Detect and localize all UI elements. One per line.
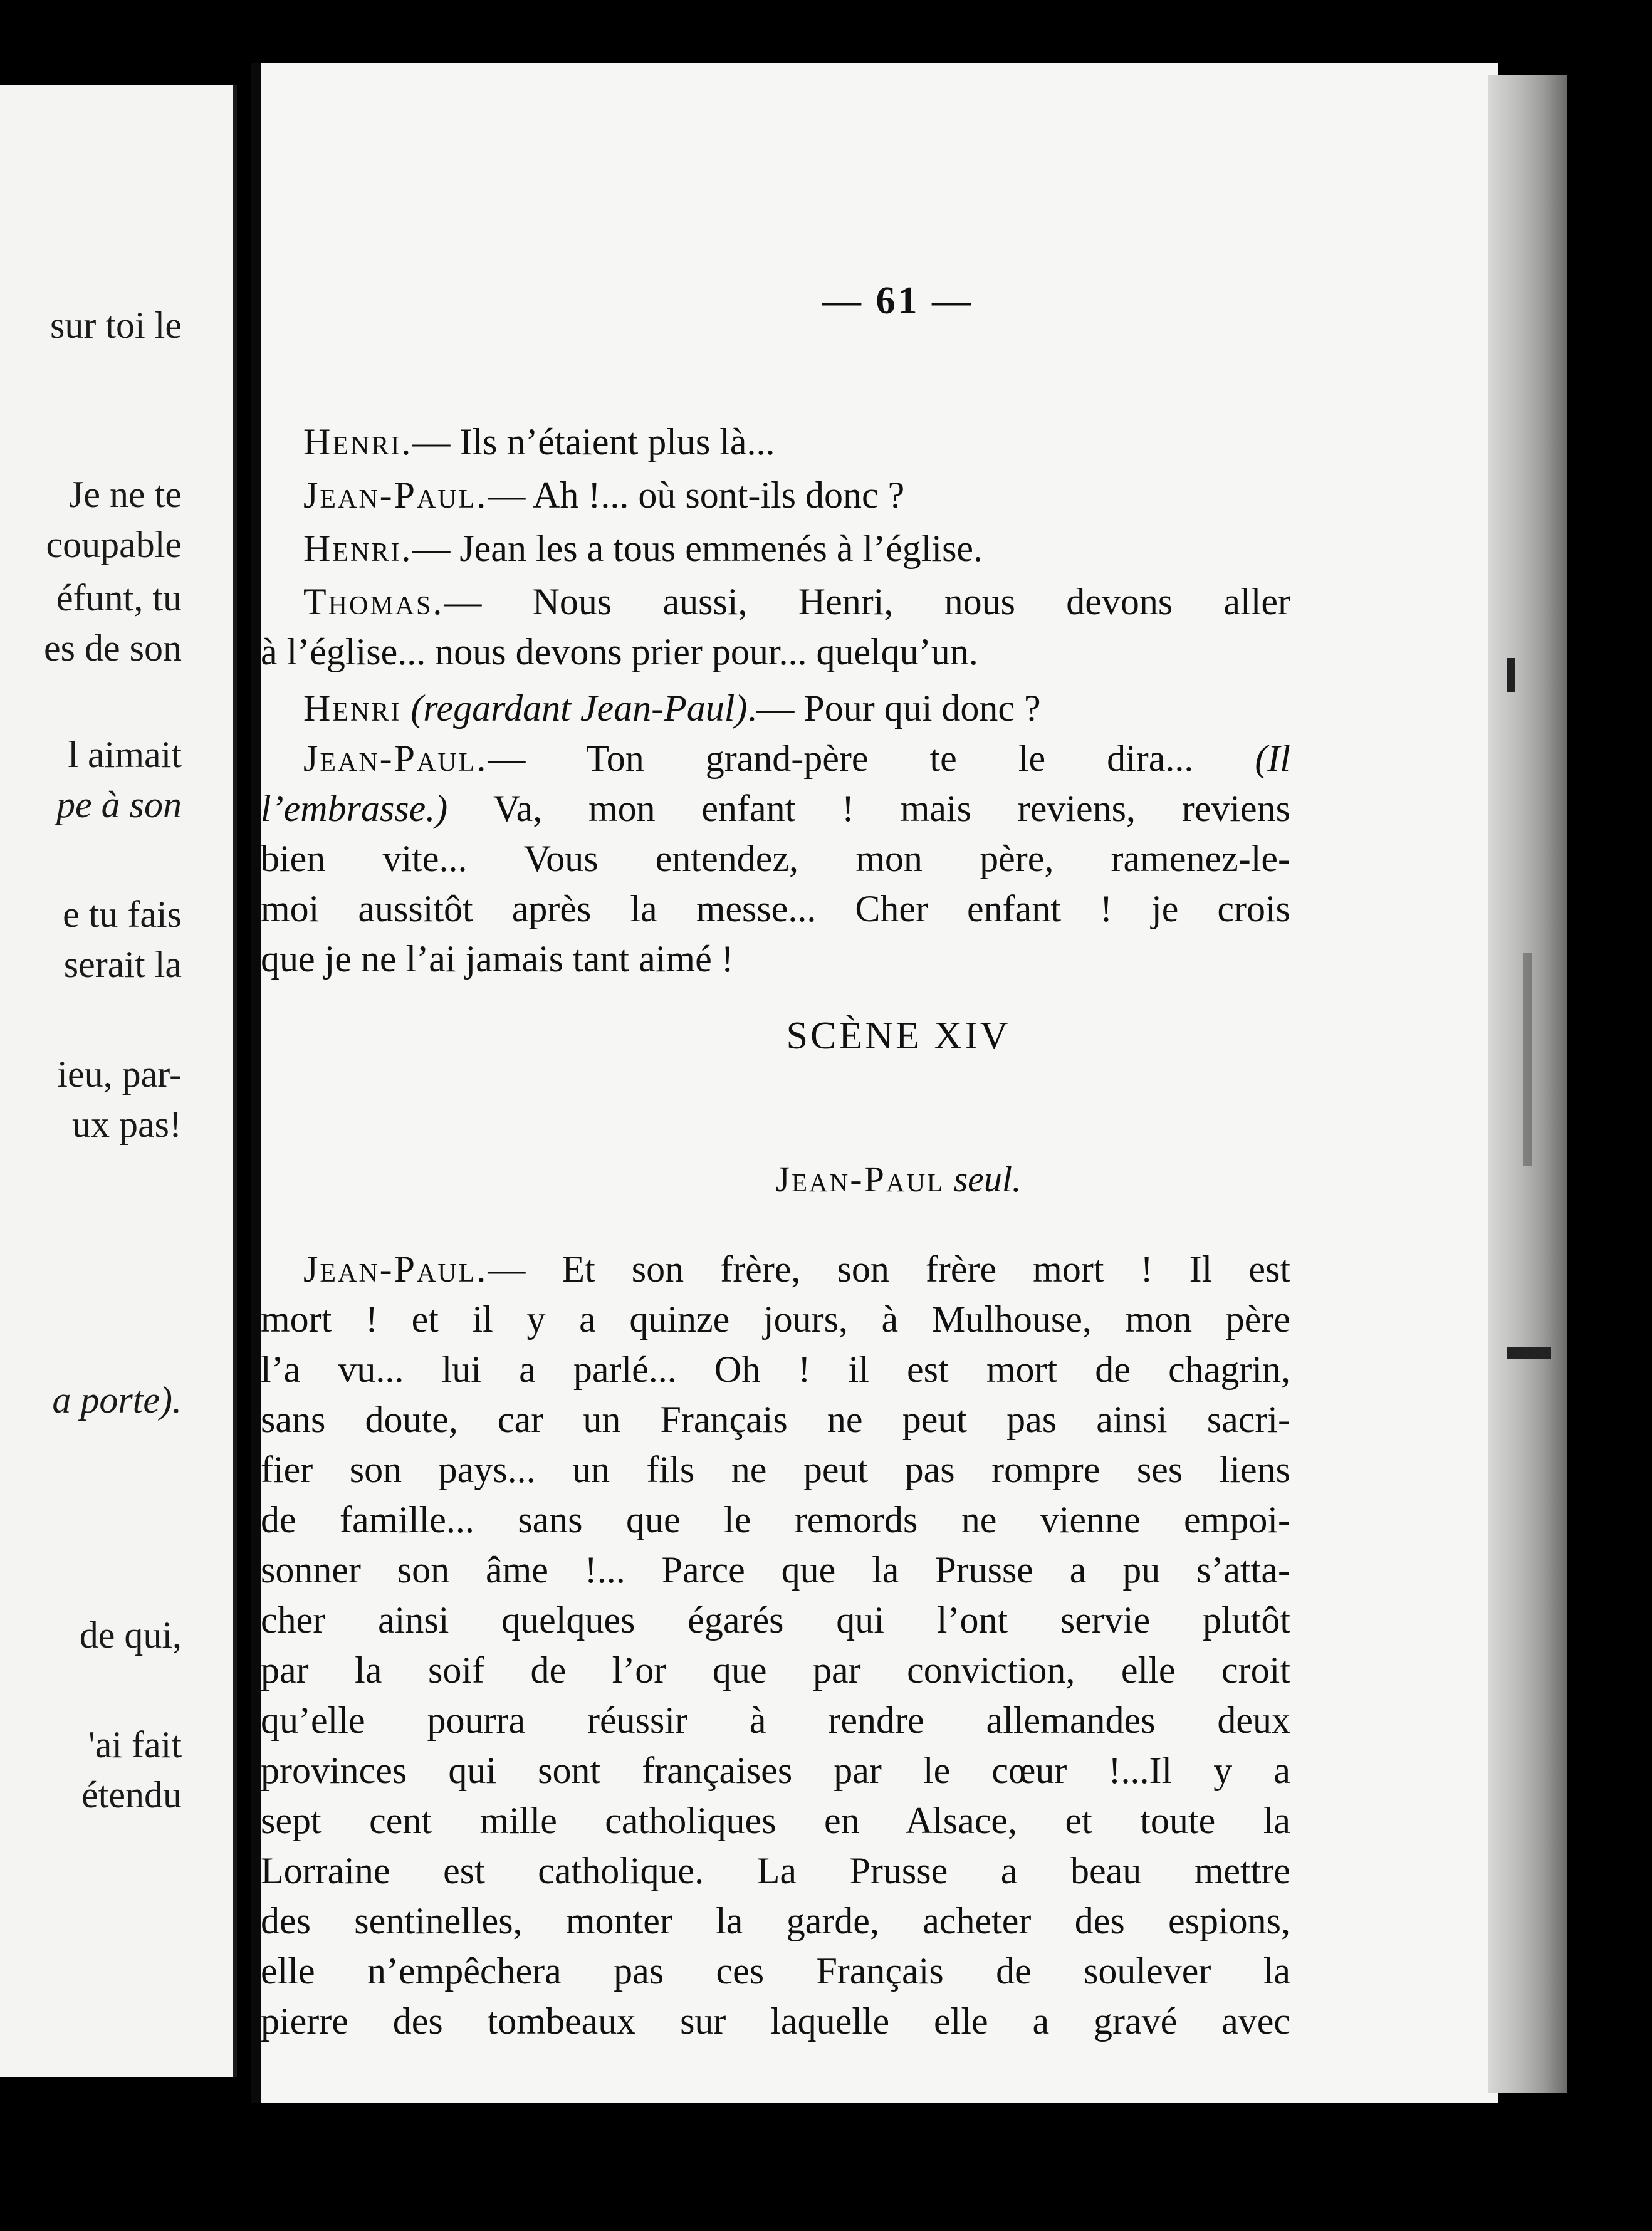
stage-direction: (regardant Jean-Paul) <box>410 687 748 729</box>
stage-direction: (Il <box>1255 738 1291 779</box>
monologue-line: pierre des tombeaux sur laquelle elle a gravé avec <box>261 2000 1290 2042</box>
left-page <box>0 85 237 2077</box>
left-page-fragment: éfunt, tu <box>56 577 182 619</box>
monologue-line: des sentinelles, monter la garde, acheter des espions, <box>261 1900 1290 1941</box>
left-page-fragment: e tu fais <box>63 894 182 935</box>
monologue-line: sonner son âme !... Parce que la Prusse a pu s’atta- <box>261 1549 1290 1591</box>
monologue-line: provinces qui sont françaises par le cœur !...Il y a <box>261 1750 1290 1791</box>
stage-direction: l’embrasse.) <box>261 788 448 829</box>
left-page-fragment: étendu <box>81 1774 182 1816</box>
monologue-line: Lorraine est catholique. La Prusse a beau mettre <box>261 1850 1290 1891</box>
right-page <box>251 63 1498 2103</box>
dialogue-line: Jean-Paul.— Ton grand-père te le dira... (Il <box>303 738 1291 779</box>
left-page-fragment: l aimait <box>68 734 182 775</box>
monologue-line: sans doute, car un Français ne peut pas ainsi sacri- <box>261 1399 1290 1440</box>
monologue-line: cher ainsi quelques égarés qui l’ont servie plutôt <box>261 1599 1290 1641</box>
dialogue-line: à l’église... nous devons prier pour... quelqu’un. <box>261 631 978 672</box>
stage-direction: seul. <box>953 1159 1022 1199</box>
left-page-fragment: ieu, par- <box>57 1053 182 1095</box>
monologue-line: sept cent mille catholiques en Alsace, et toute la <box>261 1800 1290 1841</box>
speaker-name: Thomas. <box>303 581 444 622</box>
dialogue-line: bien vite... Vous entendez, mon père, ramenez-le- <box>261 838 1290 879</box>
left-page-fragment: de qui, <box>79 1614 182 1656</box>
page-edge <box>1488 75 1567 2093</box>
dialogue-line: Henri.— Jean les a tous emmenés à l’église. <box>303 528 983 569</box>
left-page-fragment: coupable <box>46 524 182 565</box>
scene-subtitle <box>261 1158 1498 1200</box>
monologue-line: qu’elle pourra réussir à rendre allemandes deux <box>261 1700 1290 1741</box>
left-page-fragment: es de son <box>44 627 182 669</box>
left-page-fragment: pe à son <box>56 784 182 825</box>
left-page-fragment: 'ai fait <box>88 1724 182 1765</box>
dialogue-line: Thomas.— Nous aussi, Henri, nous devons aller <box>303 581 1290 622</box>
speaker-name: Jean-Paul. <box>303 1248 488 1290</box>
monologue-line: l’a vu... lui a parlé... Oh ! il est mort de chagrin, <box>261 1349 1290 1390</box>
monologue-line: fier son pays... un fils ne peut pas rompre ses liens <box>261 1449 1290 1490</box>
left-page-fragment: serait la <box>63 944 182 985</box>
dialogue-line: Henri.— Ils n’étaient plus là... <box>303 421 775 462</box>
monologue-line: de famille... sans que le remords ne vienne empoi- <box>261 1499 1290 1540</box>
monologue-line: elle n’empêchera pas ces Français de soulever la <box>261 1950 1290 1992</box>
left-page-fragment: sur toi le <box>50 305 182 346</box>
dialogue-line: que je ne l’ai jamais tant aimé ! <box>261 938 734 980</box>
speaker-name: Henri. <box>303 528 413 569</box>
speaker-name: Jean-Paul. <box>303 474 488 516</box>
speaker-name: Jean-Paul <box>775 1159 945 1199</box>
monologue-line: par la soif de l’or que par conviction, elle croit <box>261 1649 1290 1691</box>
dialogue-line: Jean-Paul.— Ah !... où sont-ils donc ? <box>303 474 905 516</box>
monologue-line: Jean-Paul.— Et son frère, son frère mort ! Il est <box>303 1248 1290 1290</box>
left-page-fragment: ux pas! <box>72 1104 182 1145</box>
monologue-line: mort ! et il y a quinze jours, à Mulhouse, mon père <box>261 1298 1290 1340</box>
page-number: — 61 — <box>822 280 973 322</box>
speaker-name: Jean-Paul. <box>303 738 488 779</box>
dialogue-line: Henri (regardant Jean-Paul).— Pour qui donc ? <box>303 687 1041 729</box>
speaker-name: Henri. <box>303 421 413 462</box>
left-page-fragment: a porte). <box>52 1379 182 1421</box>
speaker-name: Henri <box>303 687 402 729</box>
dialogue-line: moi aussitôt après la messe... Cher enfant ! je crois <box>261 888 1290 929</box>
dialogue-line: l’embrasse.) Va, mon enfant ! mais reviens, reviens <box>261 788 1291 829</box>
left-page-fragment: Je ne te <box>69 474 182 515</box>
scene-title: SCÈNE XIV <box>786 1015 1011 1057</box>
